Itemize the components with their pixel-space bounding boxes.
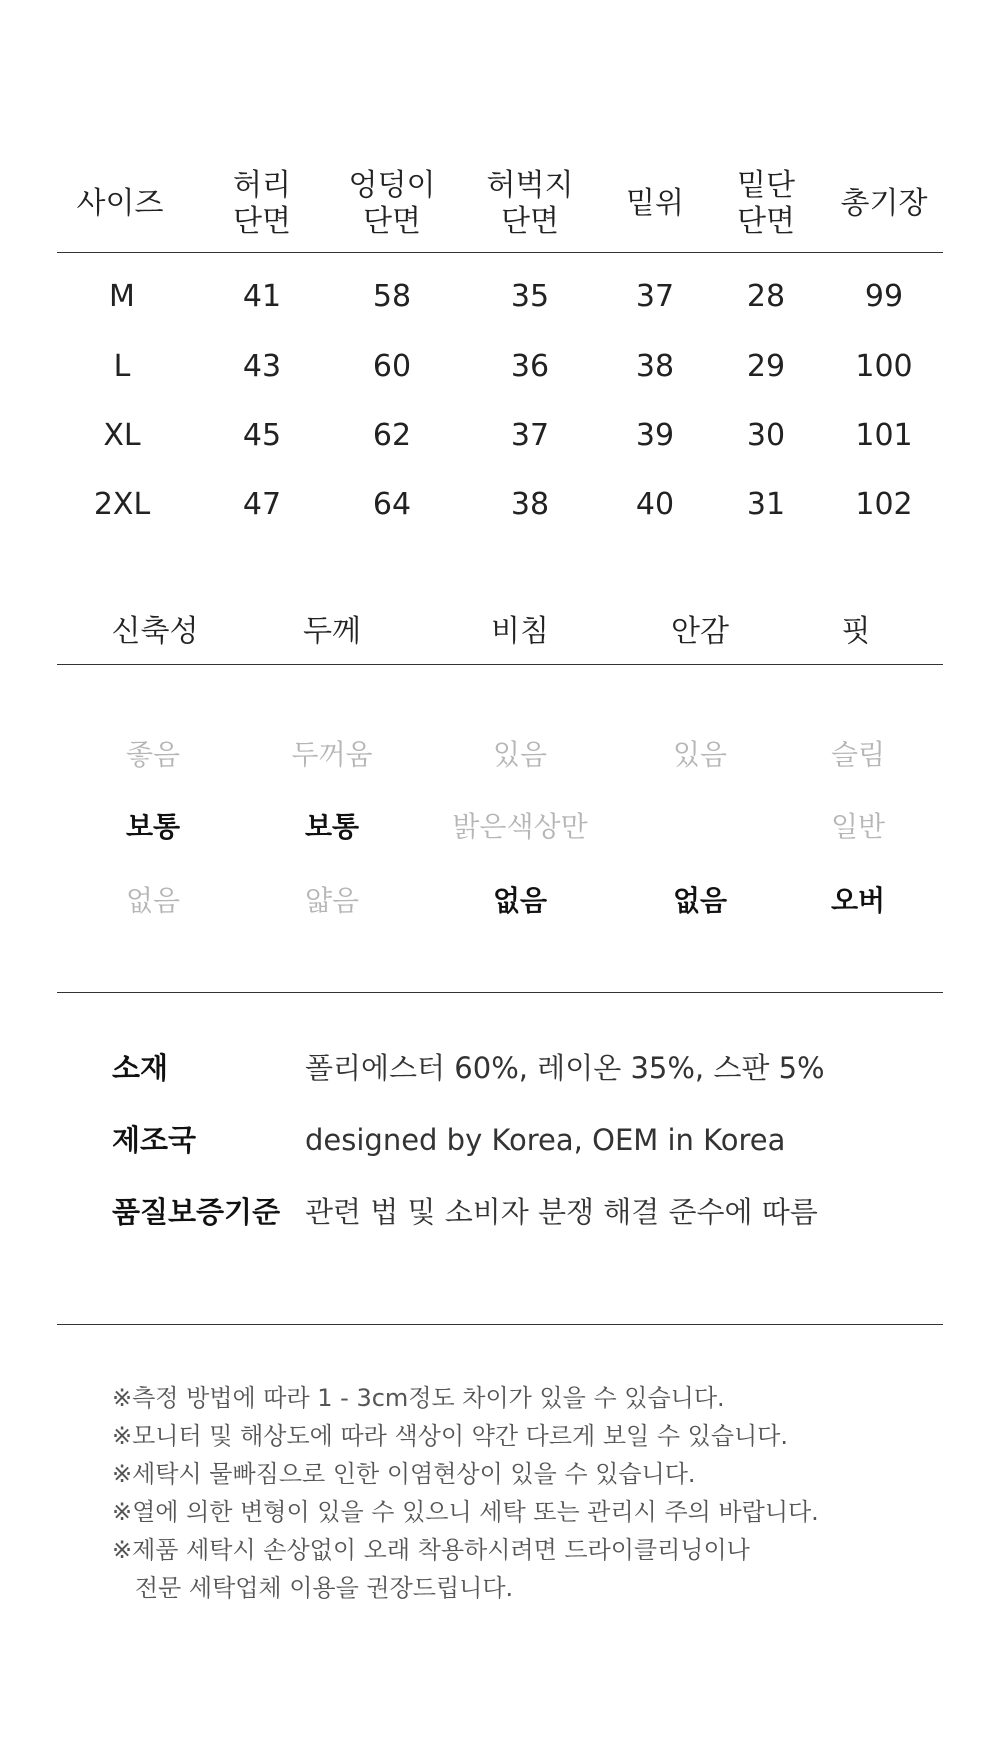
lining-option-selected: 없음 — [672, 884, 728, 917]
hem-cell: 29 — [746, 349, 786, 384]
length-cell: 101 — [855, 418, 913, 453]
lining-option: 있음 — [672, 738, 728, 771]
sheerness-option: 밝은색상만 — [452, 810, 588, 843]
hem-cell: 30 — [746, 418, 786, 453]
thickness-option: 얇음 — [304, 884, 360, 917]
info-value-material: 폴리에스터 60%, 레이온 35%, 스판 5% — [305, 1051, 825, 1085]
info-value-warranty: 관련 법 및 소비자 분쟁 해결 준수에 따름 — [305, 1195, 818, 1229]
waist-cell: 45 — [242, 418, 282, 453]
thigh-cell: 36 — [510, 349, 550, 384]
info-label-material: 소재 — [112, 1051, 169, 1085]
header-rise: 밑위 — [626, 186, 684, 221]
feature-divider — [57, 664, 943, 665]
info-label-origin: 제조국 — [112, 1123, 197, 1157]
rise-cell: 40 — [635, 487, 675, 522]
length-cell: 99 — [864, 279, 904, 314]
waist-cell: 47 — [242, 487, 282, 522]
feature-title-thickness: 두께 — [303, 614, 361, 649]
fit-option: 일반 — [830, 810, 886, 843]
thigh-cell: 35 — [510, 279, 550, 314]
stretch-option: 없음 — [125, 884, 181, 917]
hip-cell: 58 — [372, 279, 412, 314]
feature-title-sheerness: 비침 — [491, 614, 549, 649]
note-line: ※열에 의한 변형이 있을 수 있으니 세탁 또는 관리시 주의 바랍니다. — [112, 1498, 819, 1526]
header-thigh: 허벅지 단면 — [486, 168, 574, 239]
hem-cell: 31 — [746, 487, 786, 522]
note-line: ※제품 세탁시 손상없이 오래 착용하시려면 드라이클리닝이나 — [112, 1536, 750, 1564]
rise-cell: 39 — [635, 418, 675, 453]
notes-divider — [57, 1324, 943, 1325]
size-cell: M — [109, 279, 135, 314]
header-waist: 허리 단면 — [233, 168, 291, 239]
feature-title-fit: 핏 — [841, 614, 871, 649]
stretch-option-selected: 보통 — [125, 810, 181, 843]
hip-cell: 64 — [372, 487, 412, 522]
size-cell: XL — [103, 418, 141, 453]
size-table-divider — [57, 252, 943, 253]
waist-cell: 41 — [242, 279, 282, 314]
header-hem: 밑단 단면 — [737, 168, 795, 239]
info-value-origin: designed by Korea, OEM in Korea — [305, 1123, 786, 1157]
waist-cell: 43 — [242, 349, 282, 384]
length-cell: 102 — [855, 487, 913, 522]
info-divider-top — [57, 992, 943, 993]
thigh-cell: 38 — [510, 487, 550, 522]
hip-cell: 62 — [372, 418, 412, 453]
note-line: ※측정 방법에 따라 1 - 3cm정도 차이가 있을 수 있습니다. — [112, 1384, 725, 1412]
note-line: 전문 세탁업체 이용을 권장드립니다. — [112, 1574, 514, 1602]
info-label-warranty: 품질보증기준 — [112, 1195, 281, 1229]
thickness-option-selected: 보통 — [304, 810, 360, 843]
sheerness-option-selected: 없음 — [492, 884, 548, 917]
hem-cell: 28 — [746, 279, 786, 314]
rise-cell: 37 — [635, 279, 675, 314]
size-cell: 2XL — [93, 487, 151, 522]
note-line: ※모니터 및 해상도에 따라 색상이 약간 다르게 보일 수 있습니다. — [112, 1422, 788, 1450]
header-hip: 엉덩이 단면 — [348, 168, 436, 239]
header-length: 총기장 — [840, 186, 928, 221]
note-line: ※세탁시 물빠짐으로 인한 이염현상이 있을 수 있습니다. — [112, 1460, 696, 1488]
stretch-option: 좋음 — [125, 738, 181, 771]
hip-cell: 60 — [372, 349, 412, 384]
feature-title-lining: 안감 — [671, 614, 729, 649]
size-cell: L — [113, 349, 131, 384]
rise-cell: 38 — [635, 349, 675, 384]
length-cell: 100 — [855, 349, 913, 384]
feature-title-stretch: 신축성 — [111, 614, 199, 649]
sheerness-option: 있음 — [492, 738, 548, 771]
thigh-cell: 37 — [510, 418, 550, 453]
fit-option: 슬림 — [830, 738, 886, 771]
thickness-option: 두꺼움 — [291, 738, 373, 771]
header-size: 사이즈 — [76, 186, 164, 221]
fit-option-selected: 오버 — [830, 884, 886, 917]
